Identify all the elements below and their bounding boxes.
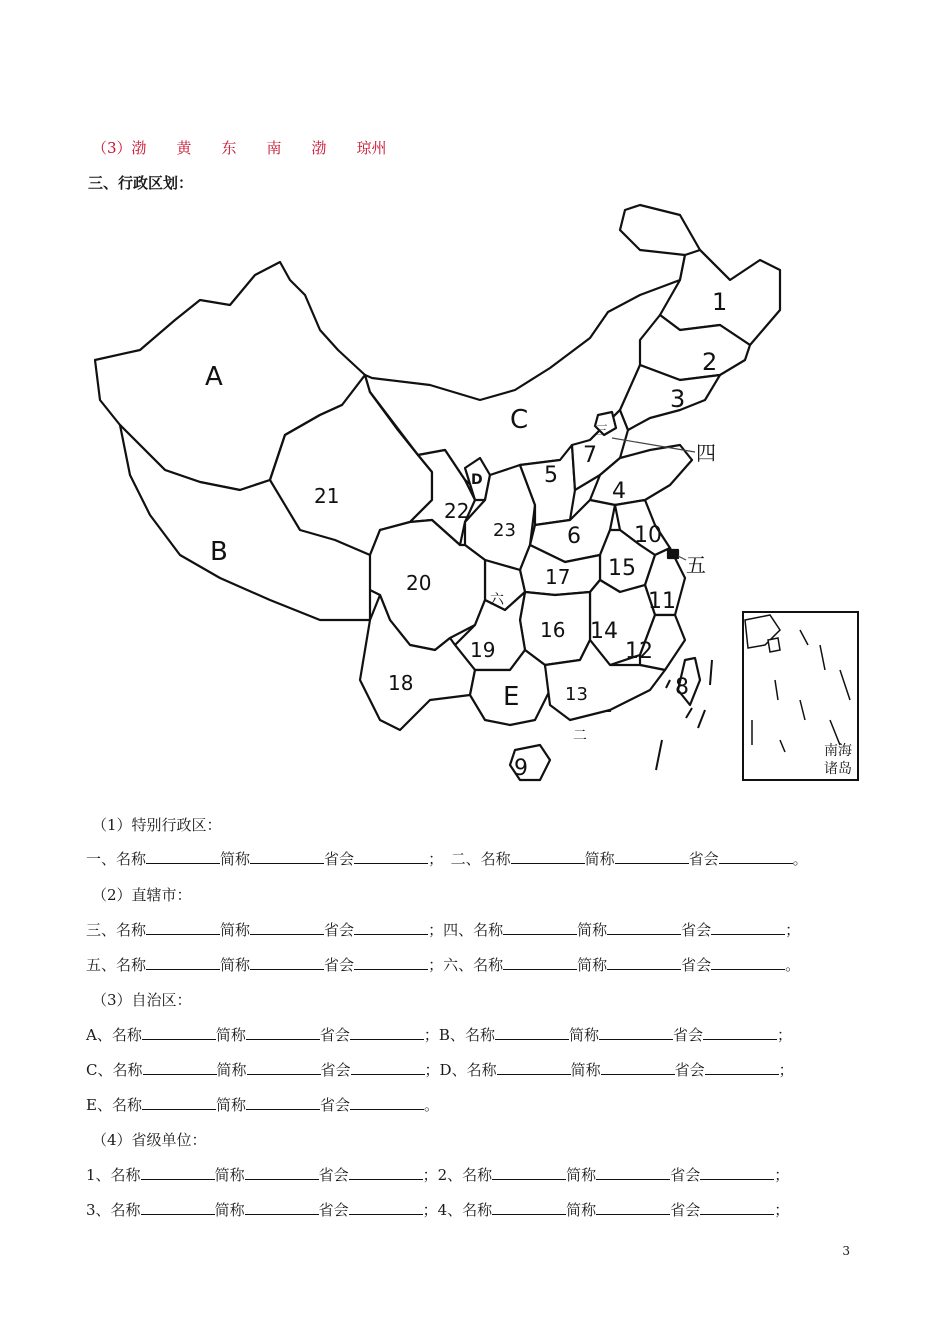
blank-field[interactable] bbox=[596, 1200, 670, 1215]
punct-period: 。 bbox=[792, 850, 808, 868]
blank-field[interactable] bbox=[142, 1095, 216, 1110]
word-capital: 省会 bbox=[672, 1026, 703, 1044]
word-capital: 省会 bbox=[674, 1061, 705, 1079]
blank-field[interactable] bbox=[492, 1165, 566, 1180]
label-12: 12 bbox=[625, 639, 653, 664]
label-21: 21 bbox=[314, 484, 340, 508]
region-five bbox=[668, 550, 678, 558]
word-capital: 省会 bbox=[681, 921, 712, 939]
blank-field[interactable] bbox=[607, 955, 681, 970]
word-abbr: 简称 bbox=[577, 956, 608, 974]
prefix-1: 1、 bbox=[86, 1166, 111, 1184]
q3-line-3 bbox=[86, 1094, 439, 1115]
label-B: B bbox=[210, 537, 228, 567]
word-name: 名称 bbox=[112, 1061, 143, 1079]
label-8: 8 bbox=[675, 675, 689, 700]
blank-field[interactable] bbox=[250, 955, 324, 970]
blank-field[interactable] bbox=[250, 849, 324, 864]
blank-field[interactable] bbox=[354, 955, 428, 970]
blank-field[interactable] bbox=[700, 1200, 774, 1215]
blank-field[interactable] bbox=[142, 1025, 216, 1040]
prefix-three: 三、 bbox=[86, 921, 117, 939]
label-D: D bbox=[471, 472, 483, 488]
word-abbr: 简称 bbox=[570, 1061, 601, 1079]
label-22: 22 bbox=[444, 499, 470, 523]
label-A: A bbox=[205, 362, 223, 392]
punct-semi: ； bbox=[785, 921, 801, 939]
label-15: 15 bbox=[608, 556, 636, 581]
blank-field[interactable] bbox=[349, 1200, 423, 1215]
word-capital: 省会 bbox=[318, 1166, 349, 1184]
blank-field[interactable] bbox=[350, 1095, 424, 1110]
blank-field[interactable] bbox=[146, 920, 220, 935]
blank-field[interactable] bbox=[141, 1165, 215, 1180]
blank-field[interactable] bbox=[351, 1060, 425, 1075]
word-name: 名称 bbox=[473, 921, 504, 939]
blank-field[interactable] bbox=[607, 920, 681, 935]
blank-field[interactable] bbox=[705, 1060, 779, 1075]
inset-label-1: 南海 bbox=[824, 743, 852, 759]
word-capital: 省会 bbox=[318, 1201, 349, 1219]
label-1: 1 bbox=[712, 288, 728, 316]
word-abbr: 简称 bbox=[584, 850, 615, 868]
label-C: C bbox=[510, 405, 529, 435]
blank-field[interactable] bbox=[141, 1200, 215, 1215]
punct-semi: ； bbox=[424, 1061, 440, 1079]
blank-field[interactable] bbox=[495, 1025, 569, 1040]
q2-title: （2）直辖市： bbox=[92, 886, 192, 904]
word-abbr: 简称 bbox=[214, 1166, 245, 1184]
punct-semi: ； bbox=[774, 1166, 790, 1184]
blank-field[interactable] bbox=[349, 1165, 423, 1180]
word-name: 名称 bbox=[116, 956, 147, 974]
punct-period: 。 bbox=[785, 956, 801, 974]
word-abbr: 简称 bbox=[220, 921, 251, 939]
blank-field[interactable] bbox=[143, 1060, 217, 1075]
word-capital: 省会 bbox=[324, 956, 355, 974]
prefix-four: 四、 bbox=[443, 921, 474, 939]
prefix-two: 二、 bbox=[450, 850, 481, 868]
blank-field[interactable] bbox=[245, 1165, 319, 1180]
label-19: 19 bbox=[470, 638, 496, 662]
word-capital: 省会 bbox=[319, 1026, 350, 1044]
word-name: 名称 bbox=[473, 956, 504, 974]
word-abbr: 简称 bbox=[215, 1096, 246, 1114]
word-name: 名称 bbox=[480, 850, 511, 868]
word-name: 名称 bbox=[116, 850, 147, 868]
prefix-A: A、 bbox=[86, 1026, 112, 1044]
leader-line-five bbox=[678, 556, 686, 560]
prefix-five: 五、 bbox=[86, 956, 117, 974]
q4-line-2 bbox=[86, 1199, 789, 1220]
blank-field[interactable] bbox=[246, 1095, 320, 1110]
label-two: 二 bbox=[573, 728, 587, 744]
blank-field[interactable] bbox=[146, 955, 220, 970]
word-capital: 省会 bbox=[670, 1166, 701, 1184]
word-name: 名称 bbox=[116, 921, 147, 939]
word-capital: 省会 bbox=[320, 1061, 351, 1079]
blank-field[interactable] bbox=[250, 920, 324, 935]
punct-period: 。 bbox=[424, 1096, 440, 1114]
blank-field[interactable] bbox=[599, 1025, 673, 1040]
blank-field[interactable] bbox=[711, 920, 785, 935]
label-three: 三 bbox=[596, 423, 609, 437]
word-capital: 省会 bbox=[319, 1096, 350, 1114]
blank-field[interactable] bbox=[615, 849, 689, 864]
blank-field[interactable] bbox=[503, 955, 577, 970]
label-11: 11 bbox=[648, 589, 676, 614]
q4-line-1 bbox=[86, 1164, 789, 1185]
word-abbr: 简称 bbox=[566, 1201, 597, 1219]
page-number: 3 bbox=[842, 1244, 850, 1258]
prefix-2: 2、 bbox=[437, 1166, 463, 1184]
punct-semi: ； bbox=[428, 921, 444, 939]
word-name: 名称 bbox=[110, 1201, 141, 1219]
blank-field[interactable] bbox=[492, 1200, 566, 1215]
section-title: 三、行政区划： bbox=[88, 174, 194, 192]
blank-field[interactable] bbox=[503, 920, 577, 935]
q3-line-1 bbox=[86, 1024, 792, 1045]
word-abbr: 简称 bbox=[220, 956, 251, 974]
label-9: 9 bbox=[514, 756, 528, 781]
label-10: 10 bbox=[634, 523, 662, 548]
q2-line-2 bbox=[86, 954, 800, 975]
blank-field[interactable] bbox=[497, 1060, 571, 1075]
prefix-3: 3、 bbox=[86, 1201, 111, 1219]
label-five: 五 bbox=[686, 553, 706, 577]
word-name: 名称 bbox=[110, 1166, 141, 1184]
word-name: 名称 bbox=[462, 1201, 493, 1219]
prefix-D: D、 bbox=[439, 1061, 467, 1079]
blank-field[interactable] bbox=[601, 1060, 675, 1075]
label-13: 13 bbox=[565, 684, 588, 705]
prefix-4: 4、 bbox=[437, 1201, 463, 1219]
word-abbr: 简称 bbox=[568, 1026, 599, 1044]
word-abbr: 简称 bbox=[577, 921, 608, 939]
label-E: E bbox=[503, 682, 520, 712]
q1-line bbox=[86, 848, 808, 869]
blank-field[interactable] bbox=[719, 849, 793, 864]
word-name: 名称 bbox=[466, 1061, 497, 1079]
word-capital: 省会 bbox=[324, 921, 355, 939]
blank-field[interactable] bbox=[596, 1165, 670, 1180]
punct-semi: ； bbox=[423, 1026, 439, 1044]
punct-semi: ； bbox=[428, 850, 436, 868]
label-2: 2 bbox=[702, 348, 718, 376]
word-abbr: 简称 bbox=[566, 1166, 597, 1184]
blank-field[interactable] bbox=[350, 1025, 424, 1040]
blank-field[interactable] bbox=[247, 1060, 321, 1075]
label-3: 3 bbox=[670, 385, 686, 413]
word-abbr: 简称 bbox=[220, 850, 251, 868]
word-name: 名称 bbox=[462, 1166, 493, 1184]
punct-semi: ； bbox=[776, 1026, 792, 1044]
q3-line-2 bbox=[86, 1059, 794, 1080]
punct-semi: ； bbox=[422, 1201, 438, 1219]
word-abbr: 简称 bbox=[216, 1061, 247, 1079]
china-province-map bbox=[80, 200, 880, 790]
label-20: 20 bbox=[406, 571, 432, 595]
label-17: 17 bbox=[545, 565, 571, 589]
label-four: 四 bbox=[696, 441, 716, 465]
inset-label-2: 诸岛 bbox=[824, 761, 852, 777]
label-14: 14 bbox=[590, 619, 618, 644]
blank-field[interactable] bbox=[246, 1025, 320, 1040]
word-name: 名称 bbox=[464, 1026, 495, 1044]
label-18: 18 bbox=[388, 671, 414, 695]
blank-field[interactable] bbox=[703, 1025, 777, 1040]
label-7: 7 bbox=[583, 443, 597, 468]
south-china-sea-inset bbox=[743, 612, 858, 780]
blank-field[interactable] bbox=[711, 955, 785, 970]
blank-field[interactable] bbox=[511, 849, 585, 864]
blank-field[interactable] bbox=[146, 849, 220, 864]
label-six: 六 bbox=[490, 592, 504, 608]
punct-semi: ； bbox=[774, 1201, 790, 1219]
blank-field[interactable] bbox=[354, 920, 428, 935]
word-name: 名称 bbox=[111, 1026, 142, 1044]
q1-title: （1）特别行政区： bbox=[92, 816, 222, 834]
prefix-C: C、 bbox=[86, 1061, 113, 1079]
prefix-B: B、 bbox=[438, 1026, 465, 1044]
punct-semi: ； bbox=[778, 1061, 794, 1079]
prefix-one: 一、 bbox=[86, 850, 117, 868]
word-abbr: 简称 bbox=[214, 1201, 245, 1219]
word-capital: 省会 bbox=[688, 850, 719, 868]
blank-field[interactable] bbox=[245, 1200, 319, 1215]
answer-line: （3）渤 黄 东 南 渤 琼州 bbox=[92, 139, 387, 157]
label-6: 6 bbox=[567, 524, 581, 549]
label-5: 5 bbox=[544, 463, 558, 488]
punct-semi: ； bbox=[428, 956, 444, 974]
word-abbr: 简称 bbox=[215, 1026, 246, 1044]
word-capital: 省会 bbox=[681, 956, 712, 974]
label-4: 4 bbox=[612, 479, 626, 504]
blank-field[interactable] bbox=[354, 849, 428, 864]
word-name: 名称 bbox=[111, 1096, 142, 1114]
word-capital: 省会 bbox=[670, 1201, 701, 1219]
punct-semi: ； bbox=[422, 1166, 438, 1184]
blank-field[interactable] bbox=[700, 1165, 774, 1180]
q4-title: （4）省级单位： bbox=[92, 1131, 207, 1149]
q2-line-1 bbox=[86, 919, 800, 940]
label-23: 23 bbox=[493, 520, 516, 541]
prefix-six: 六、 bbox=[443, 956, 474, 974]
word-capital: 省会 bbox=[324, 850, 355, 868]
q3-title: （3）自治区： bbox=[92, 991, 192, 1009]
prefix-E: E、 bbox=[86, 1096, 112, 1114]
label-16: 16 bbox=[540, 618, 566, 642]
label-one: 一 bbox=[598, 706, 612, 722]
